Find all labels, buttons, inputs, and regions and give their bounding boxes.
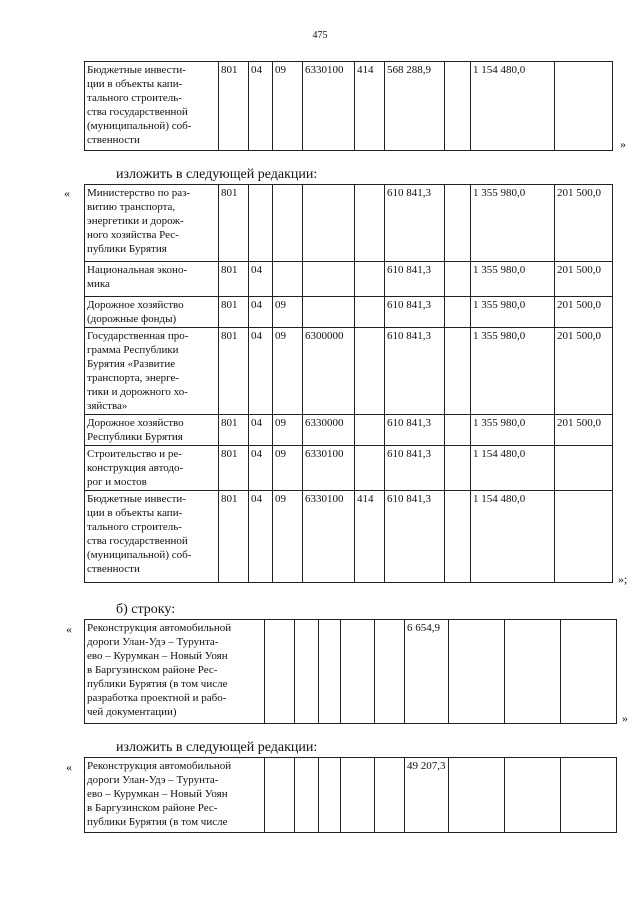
expense-type-cell	[375, 620, 405, 724]
item-name-cell: Реконструкция автомобильной дороги Улан-Удэ – Турунта- ево – Курумкан – Новый Уоян в Баргузинском районе Рес- публики Бурятия (в том числе разработка проектной и рабо- чей документации)	[85, 620, 265, 724]
item-name-cell: Бюджетные инвести- ции в объекты капи- тального строитель- ства государственной (муниципальной) соб- ственности	[85, 62, 219, 151]
expense-type-cell	[355, 262, 385, 297]
empty-cell	[449, 758, 505, 833]
amount-cell: 610 841,3	[385, 328, 445, 415]
target-article-cell	[303, 297, 355, 328]
amount-cell: 6 654,9	[405, 620, 449, 724]
ministry-code-cell: 801	[219, 415, 249, 446]
empty-cell	[445, 185, 471, 262]
subsection-cell: 09	[273, 446, 303, 491]
caption-new-edition-2: изложить в следующей редакции:	[116, 740, 318, 755]
budget-table-old-row	[84, 61, 613, 151]
target-article-cell	[303, 262, 355, 297]
amount-cell: 610 841,3	[385, 446, 445, 491]
closing-quote-semicolon: »;	[618, 572, 628, 586]
subsection-cell	[273, 185, 303, 262]
item-name-cell: Дорожное хозяйство (дорожные фонды)	[85, 297, 219, 328]
amount-2-cell: 1 355 980,0	[471, 328, 555, 415]
table-row	[85, 620, 617, 724]
empty-cell	[445, 62, 471, 151]
table-row	[85, 446, 613, 491]
amount-2-cell: 1 355 980,0	[471, 415, 555, 446]
target-article-cell	[303, 185, 355, 262]
item-name-cell: Строительство и ре- конструкция автодо- рог и мостов	[85, 446, 219, 491]
target-article-cell: 6330100	[303, 491, 355, 583]
amount-3-cell	[555, 62, 613, 151]
target-article-cell: 6330000	[303, 415, 355, 446]
expense-type-cell	[355, 297, 385, 328]
amount-3-cell	[561, 620, 617, 724]
table-row	[85, 758, 617, 833]
empty-cell	[445, 491, 471, 583]
amount-2-cell: 1 355 980,0	[471, 185, 555, 262]
amount-cell: 610 841,3	[385, 415, 445, 446]
ministry-code-cell: 801	[219, 297, 249, 328]
section-cell	[249, 185, 273, 262]
amount-2-cell	[505, 620, 561, 724]
section-cell	[295, 758, 319, 833]
amount-3-cell: 201 500,0	[555, 328, 613, 415]
section-cell	[295, 620, 319, 724]
item-name-cell: Министерство по раз- витию транспорта, энергетики и дорож- ного хозяйства Рес- публики Бурятия	[85, 185, 219, 262]
ministry-code-cell: 801	[219, 328, 249, 415]
empty-cell	[445, 297, 471, 328]
ministry-code-cell	[265, 758, 295, 833]
budget-table-new-rows	[84, 184, 613, 583]
caption-new-edition: изложить в следующей редакции:	[116, 167, 318, 182]
subsection-cell: 09	[273, 62, 303, 151]
page-number: 475	[312, 30, 328, 41]
caption-row: б) строку:	[116, 602, 176, 617]
section-cell: 04	[249, 262, 273, 297]
amount-2-cell: 1 154 480,0	[471, 446, 555, 491]
amount-2-cell: 1 355 980,0	[471, 297, 555, 328]
amount-cell: 610 841,3	[385, 185, 445, 262]
ministry-code-cell: 801	[219, 446, 249, 491]
subsection-cell	[273, 262, 303, 297]
item-name-cell: Государственная про- грамма Республики Бурятия «Развитие транспорта, энерге- тики и дорожного хо- зяйства»	[85, 328, 219, 415]
amount-cell: 610 841,3	[385, 297, 445, 328]
expense-type-cell: 414	[355, 62, 385, 151]
target-article-cell: 6330100	[303, 446, 355, 491]
ministry-code-cell	[265, 620, 295, 724]
expense-type-cell: 414	[355, 491, 385, 583]
table-row	[85, 415, 613, 446]
item-name-cell: Дорожное хозяйство Республики Бурятия	[85, 415, 219, 446]
expense-type-cell	[355, 446, 385, 491]
amount-cell: 49 207,3	[405, 758, 449, 833]
subsection-cell: 09	[273, 491, 303, 583]
amount-cell: 568 288,9	[385, 62, 445, 151]
subsection-cell: 09	[273, 415, 303, 446]
ministry-code-cell: 801	[219, 491, 249, 583]
section-cell: 04	[249, 491, 273, 583]
expense-type-cell	[355, 415, 385, 446]
amount-3-cell	[561, 758, 617, 833]
target-article-cell: 6330100	[303, 62, 355, 151]
target-article-cell: 6300000	[303, 328, 355, 415]
item-name-cell: Бюджетные инвести- ции в объекты капи- тального строитель- ства государственной (муниципальной) соб- ственности	[85, 491, 219, 583]
target-article-cell	[341, 620, 375, 724]
empty-cell	[445, 262, 471, 297]
table-row	[85, 491, 613, 583]
empty-cell	[445, 415, 471, 446]
table-row	[85, 328, 613, 415]
amount-3-cell	[555, 446, 613, 491]
road-reconstruction-new-row	[84, 757, 617, 833]
table-row	[85, 185, 613, 262]
section-cell: 04	[249, 328, 273, 415]
expense-type-cell	[375, 758, 405, 833]
closing-quote-2: »	[622, 711, 628, 725]
empty-cell	[445, 328, 471, 415]
amount-3-cell: 201 500,0	[555, 297, 613, 328]
amount-2-cell	[505, 758, 561, 833]
amount-2-cell: 1 154 480,0	[471, 62, 555, 151]
empty-cell	[445, 446, 471, 491]
table-row	[85, 262, 613, 297]
ministry-code-cell: 801	[219, 185, 249, 262]
subsection-cell	[319, 758, 341, 833]
section-cell: 04	[249, 297, 273, 328]
amount-3-cell	[555, 491, 613, 583]
opening-quote-3: «	[66, 760, 72, 774]
target-article-cell	[341, 758, 375, 833]
section-cell: 04	[249, 62, 273, 151]
amount-cell: 610 841,3	[385, 262, 445, 297]
ministry-code-cell: 801	[219, 62, 249, 151]
section-cell: 04	[249, 446, 273, 491]
table-row	[85, 62, 613, 151]
amount-3-cell: 201 500,0	[555, 415, 613, 446]
amount-2-cell: 1 154 480,0	[471, 491, 555, 583]
amount-cell: 610 841,3	[385, 491, 445, 583]
expense-type-cell	[355, 328, 385, 415]
road-reconstruction-old-row	[84, 619, 617, 724]
ministry-code-cell: 801	[219, 262, 249, 297]
expense-type-cell	[355, 185, 385, 262]
empty-cell	[449, 620, 505, 724]
subsection-cell	[319, 620, 341, 724]
amount-3-cell: 201 500,0	[555, 185, 613, 262]
item-name-cell: Реконструкция автомобильной дороги Улан-Удэ – Турунта- ево – Курумкан – Новый Уоян в Баргузинском районе Рес- публики Бурятия (в том числе	[85, 758, 265, 833]
opening-quote-2: «	[66, 622, 72, 636]
amount-3-cell: 201 500,0	[555, 262, 613, 297]
subsection-cell: 09	[273, 328, 303, 415]
closing-quote: »	[620, 137, 626, 151]
subsection-cell: 09	[273, 297, 303, 328]
section-cell: 04	[249, 415, 273, 446]
opening-quote: «	[64, 186, 70, 200]
amount-2-cell: 1 355 980,0	[471, 262, 555, 297]
table-row	[85, 297, 613, 328]
item-name-cell: Национальная эконо- мика	[85, 262, 219, 297]
